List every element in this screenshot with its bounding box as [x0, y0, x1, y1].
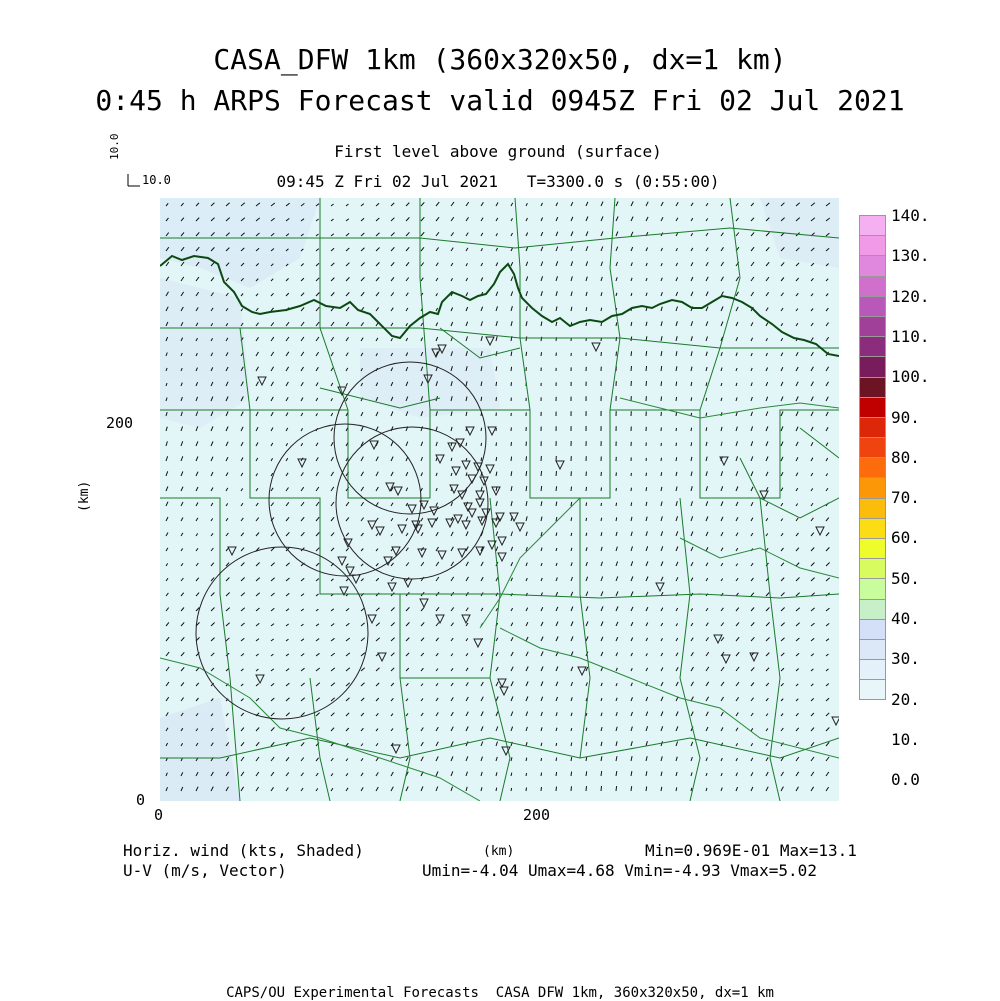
wind-vector: [631, 502, 632, 506]
wind-vector: [661, 472, 662, 476]
subtitle-level: First level above ground (surface): [0, 144, 996, 160]
wind-vector: [511, 367, 512, 371]
colorbar-label: 60.: [891, 530, 920, 546]
wind-vector: [586, 502, 587, 506]
colorbar-label: 90.: [891, 410, 920, 426]
colorbar-label: 50.: [891, 571, 920, 587]
wind-vector: [541, 758, 542, 761]
wind-vector: [481, 458, 482, 462]
wind-vector: [541, 486, 542, 491]
wind-vector: [601, 518, 602, 521]
colorbar-cell: [859, 276, 886, 296]
wind-vector: [556, 772, 557, 776]
footer: CAPS/OU Experimental Forecasts CASA DFW 1km, 360x320x50, dx=1 km: [0, 986, 1000, 1000]
wind-vector: [571, 772, 572, 776]
title-line-1: CASA_DFW 1km (360x320x50, dx=1 km): [0, 46, 1000, 74]
y-tick-0: 0: [136, 793, 145, 808]
y-axis-label: (km): [78, 481, 91, 512]
colorbar-label: 20.: [891, 692, 920, 708]
wind-vector: [571, 502, 572, 506]
wind-vector: [556, 471, 557, 476]
wind-vector: [526, 788, 527, 792]
wind-vector: [526, 352, 527, 356]
y-tick-200: 200: [106, 416, 133, 431]
colorbar-cell: [859, 518, 886, 538]
colorbar-cell: [859, 316, 886, 336]
wind-vector: [496, 382, 497, 386]
colorbar-label: 40.: [891, 611, 920, 627]
wind-vector: [691, 442, 692, 446]
colorbar-cell: [859, 457, 886, 477]
colorbar-cell: [859, 578, 886, 598]
colorbar: [859, 215, 886, 700]
wind-vector: [646, 366, 647, 371]
wind-vector: [601, 771, 602, 776]
colorbar-label: 110.: [891, 329, 930, 345]
colorbar-label: 70.: [891, 490, 920, 506]
colorbar-cell: [859, 679, 886, 699]
wind-vector: [511, 457, 512, 461]
colorbar-label: 100.: [891, 369, 930, 385]
wind-vector: [556, 486, 557, 491]
wind-vector: [601, 786, 602, 791]
wind-vector: [676, 382, 677, 386]
wind-vector: [646, 473, 647, 476]
wind-vector: [466, 443, 467, 446]
wind-vector: [481, 443, 482, 446]
wind-vector: [526, 471, 527, 476]
uv-range-readout: Umin=-4.04 Umax=4.68 Vmin=-4.93 Vmax=5.02: [422, 863, 817, 879]
wind-vector: [706, 413, 707, 416]
wind-vector: [601, 308, 602, 311]
colorbar-label: 140.: [891, 208, 930, 224]
wind-vector: [496, 442, 497, 446]
wind-map: [160, 198, 839, 801]
colorbar-cell: [859, 215, 886, 235]
wind-vector: [541, 337, 542, 341]
wind-vector: [646, 381, 647, 386]
wind-vector: [676, 412, 677, 416]
wind-vector: [631, 366, 632, 371]
wind-vector: [556, 758, 557, 762]
wind-vector: [661, 397, 662, 402]
colorbar-cell: [859, 377, 886, 397]
wind-vector: [571, 757, 572, 761]
colorbar-label: 120.: [891, 289, 930, 305]
wind-vector: [541, 471, 542, 476]
wind-vector: [571, 786, 572, 791]
wind-vector: [676, 397, 677, 401]
wind-vector: [541, 773, 542, 777]
wind-vector: [481, 397, 482, 401]
wind-vector: [586, 487, 587, 491]
colorbar-cell: [859, 437, 886, 457]
wind-vector: [511, 382, 512, 386]
wind-vector: [706, 398, 707, 401]
wind-vector: [586, 771, 587, 776]
wind-vector: [556, 787, 557, 791]
wind-vector: [661, 381, 662, 386]
colorbar-cell: [859, 417, 886, 437]
wind-vector: [511, 788, 512, 791]
colorbar-label: 30.: [891, 651, 920, 667]
colorbar-cell: [859, 296, 886, 316]
wind-vector: [676, 443, 677, 446]
colorbar-label: 10.: [891, 732, 920, 748]
wind-vector: [511, 442, 512, 446]
wind-vector: [496, 397, 497, 401]
colorbar-label: 130.: [891, 248, 930, 264]
wind-vector: [616, 786, 617, 791]
wind-vector: [586, 518, 587, 521]
wind-vector: [616, 352, 617, 356]
wind-vector: [661, 458, 662, 461]
field-label-shaded: Horiz. wind (kts, Shaded): [123, 843, 364, 859]
title-line-2: 0:45 h ARPS Forecast valid 0945Z Fri 02 Jul 2021: [0, 87, 1000, 115]
colorbar-cell: [859, 558, 886, 578]
wind-vector: [601, 503, 602, 506]
wind-vector: [481, 428, 482, 431]
wind-vector: [616, 503, 617, 506]
wind-vector: [541, 787, 542, 791]
wind-vector: [601, 323, 602, 326]
colorbar-cell: [859, 356, 886, 376]
x-tick-200: 200: [523, 808, 550, 823]
wind-vector: [646, 351, 647, 356]
wind-vector: [631, 351, 632, 356]
wind-vector: [571, 487, 572, 491]
wind-vector: [496, 788, 497, 791]
colorbar-label: 0.0: [891, 772, 920, 788]
wind-vector: [556, 743, 557, 746]
colorbar-cell: [859, 477, 886, 497]
wind-vector: [496, 457, 497, 461]
colorbar-cell: [859, 639, 886, 659]
colorbar-label: 80.: [891, 450, 920, 466]
wind-vector: [646, 487, 647, 491]
colorbar-cell: [859, 397, 886, 417]
wind-vector: [676, 457, 677, 461]
min-max-readout: Min=0.969E-01 Max=13.1: [645, 843, 857, 859]
colorbar-cell: [859, 498, 886, 518]
colorbar-cell: [859, 619, 886, 639]
wind-vector: [601, 487, 602, 491]
colorbar-cell: [859, 538, 886, 558]
reference-vector-label: 10.0: [142, 174, 171, 186]
x-tick-0: 0: [154, 808, 163, 823]
wind-vector: [631, 786, 632, 791]
wind-vector: [586, 786, 587, 791]
wind-vector: [676, 428, 677, 431]
subtitle-time: 09:45 Z Fri 02 Jul 2021 T=3300.0 s (0:55:00): [0, 174, 996, 190]
wind-vector: [691, 397, 692, 401]
reference-vector-side-label: 10.0: [109, 134, 120, 161]
wind-vector: [616, 323, 617, 327]
wind-vector: [526, 773, 527, 776]
x-axis-label: (km): [483, 845, 514, 858]
wind-vector: [571, 517, 572, 521]
colorbar-cell: [859, 599, 886, 619]
wind-vector: [691, 428, 692, 431]
colorbar-cell: [859, 255, 886, 275]
wind-vector: [541, 352, 542, 356]
field-label-vector: U-V (m/s, Vector): [123, 863, 287, 879]
wind-vector: [586, 323, 587, 326]
wind-vector: [526, 456, 527, 461]
wind-vector: [646, 787, 647, 792]
colorbar-cell: [859, 336, 886, 356]
colorbar-cell: [859, 659, 886, 679]
wind-vector: [661, 366, 662, 371]
wind-vector: [631, 488, 632, 491]
colorbar-cell: [859, 235, 886, 255]
